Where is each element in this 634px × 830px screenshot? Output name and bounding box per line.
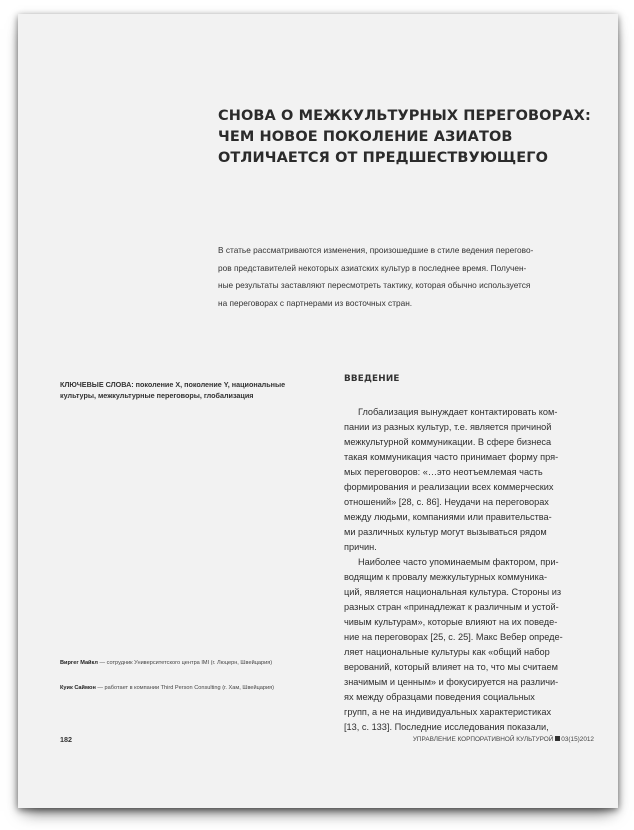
body-line: [13, с. 133]. Последние исследования показали, <box>344 722 549 732</box>
body-line: верований, который влияет на то, что мы считаем <box>344 662 558 672</box>
abstract-line: на переговорах с партнерами из восточных стран. <box>218 297 413 308</box>
body-line: между людьми, компаниями или правительства- <box>344 512 552 522</box>
section-heading: ВВЕДЕНИЕ <box>344 374 400 384</box>
issue-number: 03(15)2012 <box>561 736 594 743</box>
body-line: групп, а не на индивидуальных характеристиках <box>344 707 552 717</box>
journal-footer <box>413 736 594 743</box>
body-line: ций, является национальная культура. Стороны из <box>344 587 562 597</box>
body-line: мых переговоров: «…это неотъемлемая часть <box>344 467 543 477</box>
journal-name: УПРАВЛЕНИЕ КОРПОРАТИВНОЙ КУЛЬТУРОЙ <box>412 736 554 743</box>
body-line: значимым и ценным» и фокусируется на различи- <box>344 677 559 687</box>
page-number: 182 <box>60 735 72 744</box>
body-line: Наиболее часто упоминаемым фактором, при- <box>358 557 559 567</box>
body-line: ние на переговорах [25, с. 25]. Макс Вебер опреде- <box>344 632 563 642</box>
author-note <box>60 659 272 667</box>
body-line: разных стран «принадлежат к различным и устой- <box>344 602 559 612</box>
keywords-block <box>60 379 340 401</box>
author-name: Виргег Майкл <box>60 660 98 666</box>
body-line: ми различных культур могут вызываться рядом <box>344 527 547 537</box>
article-title <box>218 106 608 169</box>
author-note <box>60 684 274 692</box>
body-line: ях между образцами поведения социальных <box>344 692 535 702</box>
body-line: формирования и реализации всех коммерческих <box>344 482 554 492</box>
article-title-line: СНОВА О МЕЖКУЛЬТУРНЫХ ПЕРЕГОВОРАХ: <box>218 108 591 124</box>
keywords-line: культуры, межкультурные переговоры, глобализация <box>60 391 254 400</box>
body-line: отношений» [28, с. 86]. Неудачи на переговорах <box>344 497 549 507</box>
abstract-line: ные результаты заставляют пересмотреть тактику, которая обычно используется <box>218 280 531 290</box>
body-line: причин. <box>344 542 377 552</box>
body-line: ляет национальные культуры как «общий набор <box>344 647 550 657</box>
author-name: Куик Саймон <box>60 685 96 691</box>
abstract-line: В статье рассматриваются изменения, произошедшие в стиле ведения перегово- <box>218 245 534 255</box>
article-title-line: ОТЛИЧАЕТСЯ ОТ ПРЕДШЕСТВУЮЩЕГО <box>218 150 549 166</box>
article-body <box>344 405 606 735</box>
body-line: межкультурной коммуникации. В сфере бизнеса <box>344 437 552 447</box>
article-abstract <box>218 242 598 312</box>
body-line: Глобализация вынуждает контактировать ком- <box>358 407 558 417</box>
body-line: пании из разных культур, т.е. является причиной <box>344 422 552 432</box>
keywords-line: КЛЮЧЕВЫЕ СЛОВА: поколение X, поколение Y, национальные <box>60 380 286 389</box>
body-line: водящим к провалу межкультурных коммуника- <box>344 572 548 582</box>
journal-page <box>18 14 618 808</box>
square-bullet-icon <box>555 736 560 741</box>
abstract-line: ров представителей некоторых азиатских культур в последнее время. Получен- <box>218 262 527 273</box>
author-info: — сотрудник Университетского центра IMI (г. Люцерн, Швейцария) <box>97 660 273 666</box>
body-line: чивым культурам», которые влияют на их поведе- <box>344 617 558 627</box>
author-info: — работает в компании Third Person Consulting (г. Хам, Швейцария) <box>95 685 275 691</box>
article-title-line: ЧЕМ НОВОЕ ПОКОЛЕНИЕ АЗИАТОВ <box>218 129 513 145</box>
body-line: такая коммуникация часто принимает форму пря- <box>344 452 559 462</box>
